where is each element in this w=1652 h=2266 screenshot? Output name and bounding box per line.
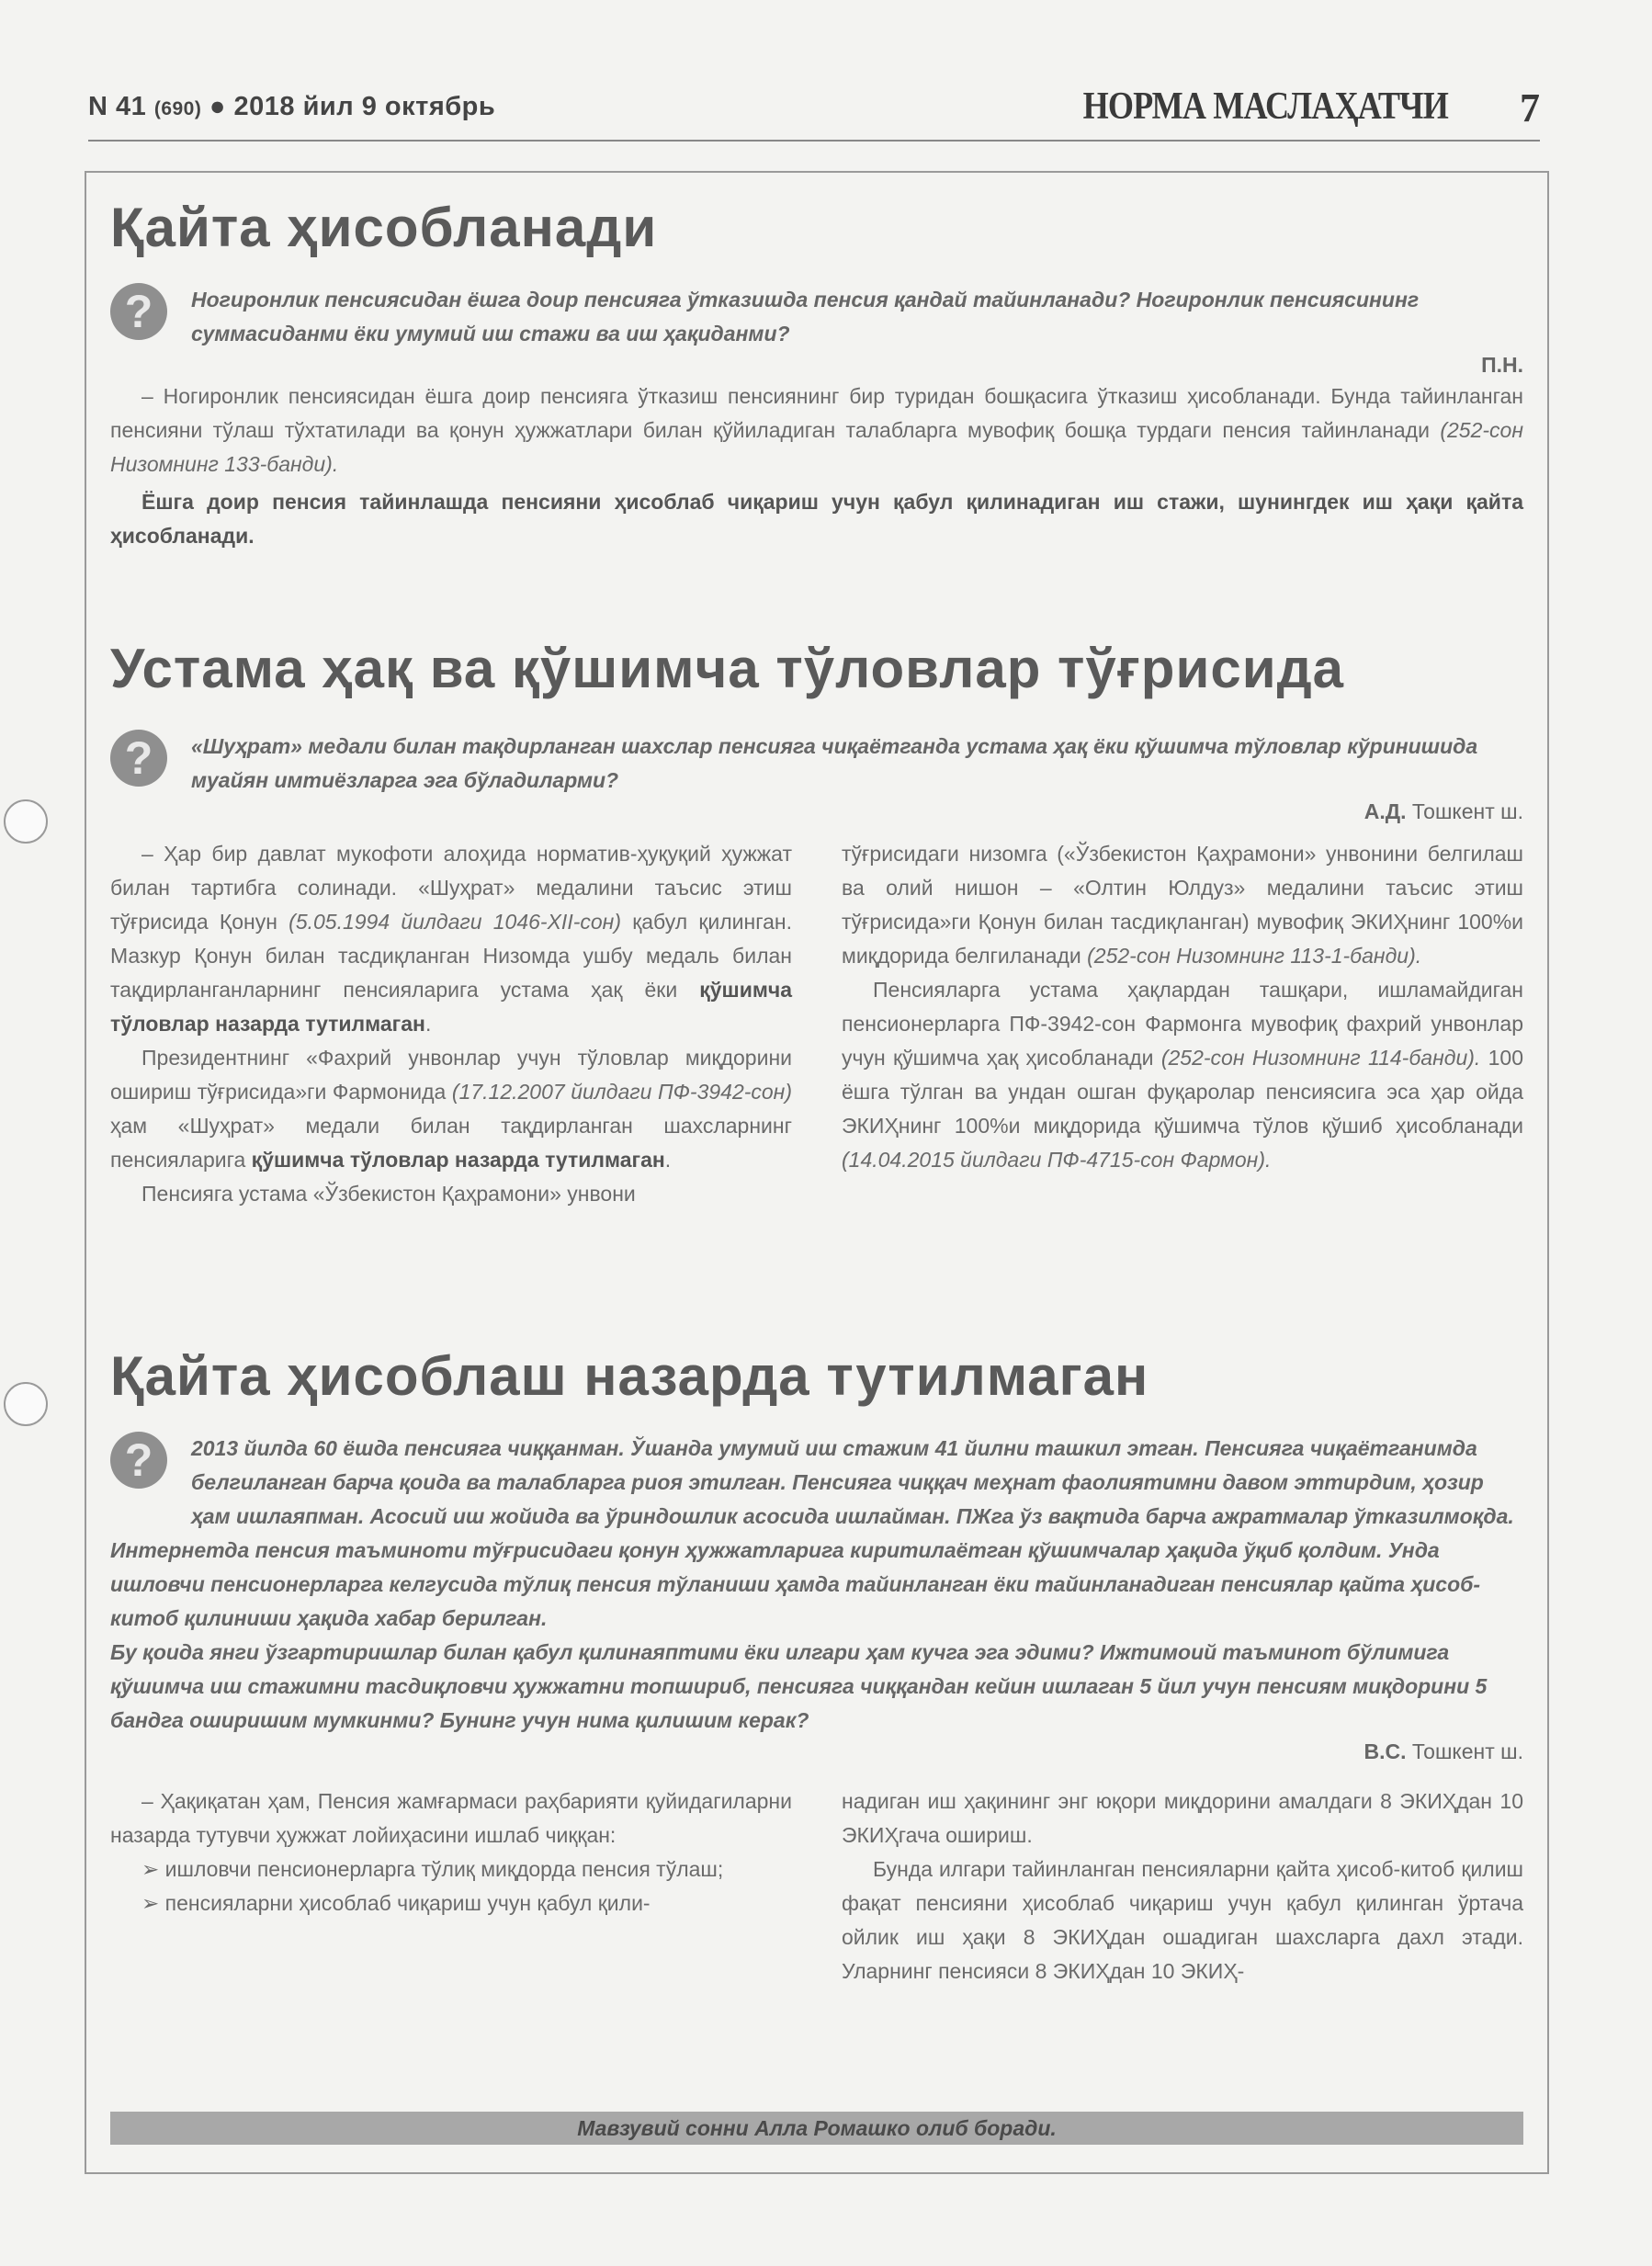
page-header	[88, 85, 1540, 142]
column-right	[842, 837, 1523, 1211]
issue-info	[88, 92, 495, 122]
article-title: Қайта ҳисобланади	[110, 197, 658, 258]
newspaper-title: НОРМА МАСЛАҲАТЧИ	[1082, 85, 1448, 128]
articles-frame	[85, 171, 1549, 2174]
bullet-item: ➢ ишловчи пенсионерларга тўлиқ миқдорда пенсия тўлаш;	[141, 1857, 724, 1881]
question-text: 2013 йилда 60 ёшда пенсияга чиққанман. Ўшанда умумий иш стажим 41 йилни ташкил этган. Пенсияга чиқаётганимда белгиланган барча қоида ва талабларга риоя этилган. Пенсияга чиққач меҳнат фаолиятимни давом эттирдим, ҳозир ҳам ишлаяпман. Асосий иш жойида ва ўриндошлик асосида ишлайман. ПЖга ўз вақтида барча ажратмалар ўтказилмоқда.	[191, 1436, 1514, 1528]
question-block	[110, 730, 1523, 798]
issue-sub-number: (690)	[153, 98, 202, 119]
answer-columns	[110, 837, 1523, 1211]
punch-hole-top	[4, 799, 48, 844]
column-left	[110, 1784, 792, 1988]
law-reference: (252-сон Низомнинг 133-банди).	[110, 418, 1523, 476]
column-right	[842, 1784, 1523, 1988]
question-text: «Шуҳрат» медали билан тақдирланган шахслар пенсияга чиқаётганда устама ҳақ ёки қўшимча тўловлар кўринишида муайян имтиёзларга эга бўладиларми?	[191, 734, 1478, 792]
bullet-item: ➢ пенсияларни ҳисоблаб чиқариш учун қабул қили-	[141, 1891, 651, 1915]
answer-conclusion: Ёшга доир пенсия тайинлашда пенсияни ҳисоблаб чиқариш учун қабул қилинадиган иш стажи, шунингдек иш ҳақи қайта ҳисобланади.	[110, 490, 1523, 548]
article-1	[110, 191, 1523, 553]
question-author: П.Н.	[1481, 353, 1523, 377]
answer-paragraph: Президентнинг «Фахрий унвонлар учун тўловлар миқдорини ошириш тўғрисида»ги Фармонида (17.12.2007 йилдаги ПФ-3942-сон) ҳам «Шуҳрат» медали билан тақдирланган шахсларнинг пенсияларига қўшимча тўловлар назарда тутилмаган.	[110, 1046, 792, 1172]
question-author: В.С. Тошкент ш.	[1363, 1739, 1523, 1763]
article-title: Устама ҳақ ва қўшимча тўловлар тўғрисида	[110, 638, 1345, 699]
article-2	[110, 632, 1523, 1211]
question-continuation	[110, 1534, 1523, 1738]
question-mark-icon: ?	[110, 283, 167, 340]
answer-paragraph: надиган иш ҳақининг энг юқори миқдорини амалдаги 8 ЭКИҲдан 10 ЭКИҲгача ошириш.	[842, 1789, 1523, 1847]
question-text: Ногиронлик пенсиясидан ёшга доир пенсияга ўтказишда пенсия қандай тайинланади? Ногиронлик пенсиясининг суммасиданми ёки умумий иш стажи ва иш ҳақиданми?	[191, 288, 1420, 346]
question-author: А.Д. Тошкент ш.	[1363, 799, 1523, 823]
article-3	[110, 1340, 1523, 1988]
answer-paragraph: Бунда илгари тайинланган пенсияларни қайта ҳисоб-китоб қилиш фақат пенсияни ҳисоблаб чиқариш учун қабул қилинган ўртача ойлик иш ҳақи 8 ЭКИҲдан ошадиган шахсларга дахл этади. Уларнинг пенсияси 8 ЭКИҲдан 10 ЭКИҲ-	[842, 1857, 1523, 1983]
page-number: 7	[1520, 85, 1540, 130]
answer-paragraph: Пенсияларга устама ҳақлардан ташқари, ишламайдиган пенсионерларга ПФ-3942-сон Фармонга мувофиқ фахрий унвонлар учун қўшимча ҳақ ҳисобланади (252-сон Низомнинг 114-банди). 100 ёшга тўлган ва ундан ошган фуқаролар пенсиясига эса ҳар ойда ЭКИҲнинг 100%и миқдорида қўшимча тўлов қўшиб ҳисобланади (14.04.2015 йилдаги ПФ-4715-сон Фармон).	[842, 978, 1524, 1172]
question-text: Интернетда пенсия таъминоти тўғрисидаги қонун ҳужжатларига киритилаётган қўшимчалар ҳақида ўқиб қолдим. Унда ишловчи пенсионерларга келгусида тўлиқ пенсия тўланиши ҳамда тайинланган ёки тайинланадиган пенсиялар қайта ҳисоб-китоб қилиниши ҳақида хабар берилган.	[110, 1538, 1481, 1630]
bullet-icon: ●	[209, 92, 226, 121]
answer-paragraph: – Ногиронлик пенсиясидан ёшга доир пенсияга ўтказиш пенсиянинг бир туридан бошқасига ўтказиш ҳисобланади. Бунда тайинланган пенсияни тўлаш тўхтатилади ва қонун ҳужжатлари билан қўйиладиган талабларга мувофиқ бошқа турдаги пенсия тайинланади (252-сон Низомнинг 133-банди).	[110, 384, 1523, 476]
column-left	[110, 837, 792, 1211]
answer-body	[110, 380, 1523, 553]
issue-date: 2018 йил 9 октябрь	[233, 92, 496, 121]
question-mark-icon: ?	[110, 730, 167, 787]
question-block	[110, 1432, 1523, 1534]
answer-paragraph: – Ҳақиқатан ҳам, Пенсия жамғармаси раҳбарияти қуйидагиларни назарда тутувчи ҳужжат лойиҳасини ишлаб чиққан:	[110, 1789, 792, 1847]
article-title: Қайта ҳисоблаш назарда тутилмаган	[110, 1345, 1149, 1407]
issue-number: N 41	[88, 92, 147, 121]
answer-paragraph: тўғрисидаги низомга («Ўзбекистон Қаҳрамони» унвонини белгилаш ва олий нишон – «Олтин Юлдуз» медалини таъсис этиш тўғрисида»ги Қонун билан тасдиқланган) мувофиқ ЭКИҲнинг 100%и миқдорида белгиланади (252-сон Низомнинг 113-1-банди).	[842, 842, 1523, 968]
answer-paragraph: – Ҳар бир давлат мукофоти алоҳида норматив-ҳуқуқий ҳужжат билан тартибга солинади. «Шуҳрат» медалини таъсис этиш тўғрисида Қонун (5.05.1994 йилдаги 1046-XII-сон) қабул қилинган. Мазкур Қонун билан тасдиқланган Низомда ушбу медаль билан тақдирланганларнинг пенсияларига устама ҳақ ёки қўшимча тўловлар назарда тутилмаган.	[110, 842, 792, 1036]
answer-columns	[110, 1784, 1523, 1988]
punch-hole-bottom	[4, 1382, 48, 1426]
question-block	[110, 283, 1523, 351]
answer-paragraph: Пенсияга устама «Ўзбекистон Қаҳрамони» унвони	[141, 1182, 636, 1206]
question-mark-icon: ?	[110, 1432, 167, 1489]
editor-credit-bar: Мавзувий сонни Алла Ромашко олиб боради.	[110, 2112, 1523, 2145]
question-text: Бу қоида янги ўзгартиришлар билан қабул қилинаяптими ёки илгари ҳам кучга эга эдими? Ижтимоий таъминот бўлимига қўшимча иш стажимни тасдиқловчи ҳужжатни топшириб, пенсияга чиққандан кейин ишлаган 5 йил учун пенсиям миқдорини 5 бандга оширишим мумкинми? Бунинг учун нима қилишим керак?	[110, 1640, 1488, 1732]
